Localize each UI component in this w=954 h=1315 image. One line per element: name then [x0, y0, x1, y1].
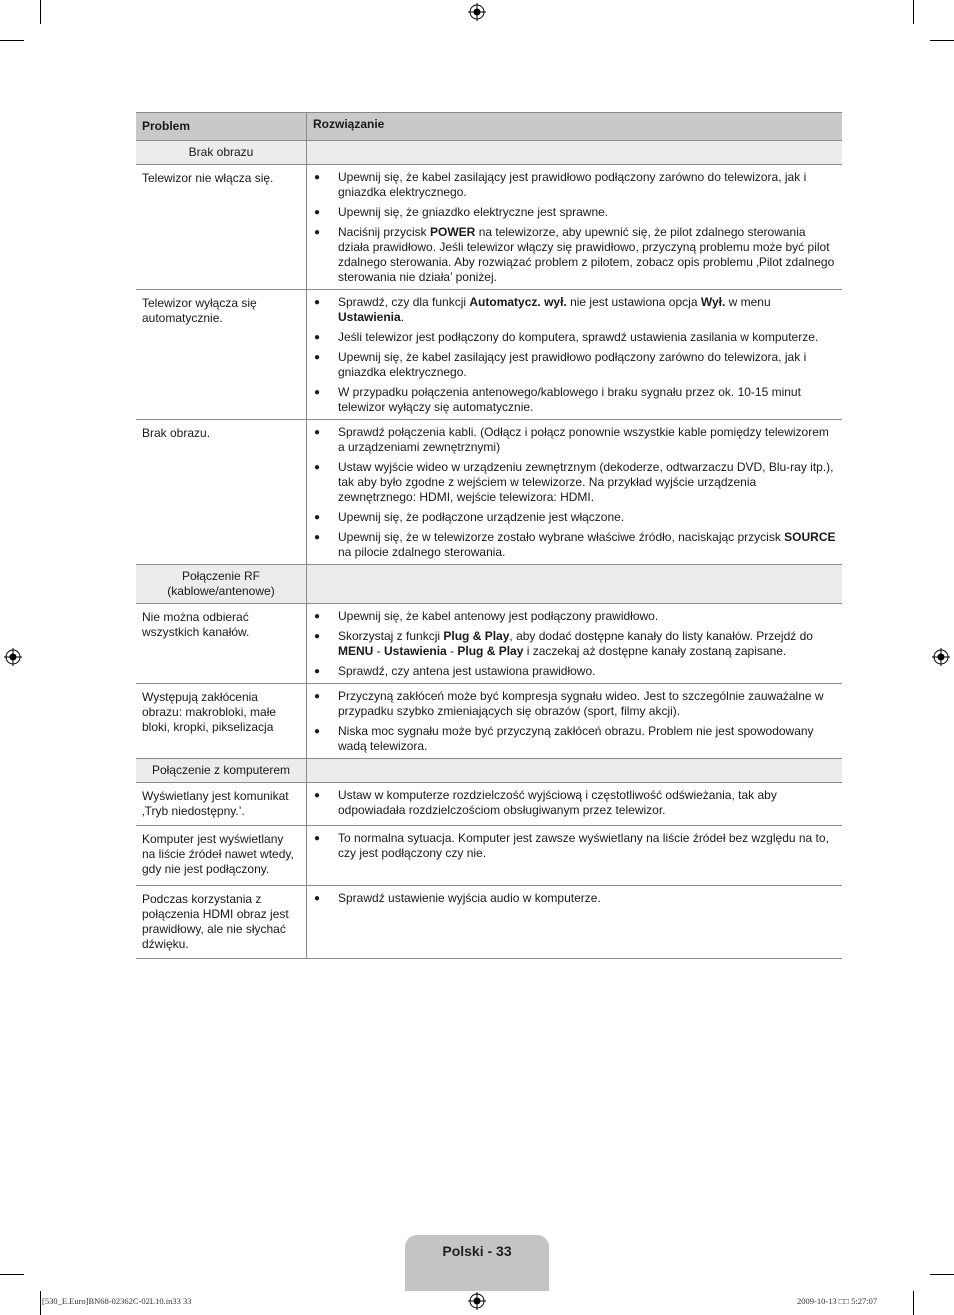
solution-text: Upewnij się, że w telewizorze zostało wybrane właściwe źródło, naciskając przycisk [338, 530, 785, 544]
solution-text: na telewizorze, aby upewnić się, że pilot zdalnego sterowania działa prawidłowo. Jeśli telewizor włączy się prawidłowo, przyczyną problemu może być pilot zdalnego sterowania. Aby rozwiązać problem z pilotem, zobacz opis problemu ‚Pilot zdalnego sterowania nie działa’ poniżej. [338, 225, 835, 284]
solution-item [313, 350, 836, 380]
registration-mark-icon [932, 648, 950, 666]
bullet-icon: ● [314, 387, 321, 398]
crop-mark [40, 1291, 41, 1315]
solution-text: Jeśli telewizor jest podłączony do komputera, sprawdź ustawienia zasilania w komputerze. [338, 330, 819, 344]
solution-text: , aby dodać dostępne kanały do listy kanałów. Przejdź do [509, 629, 813, 643]
solution-emphasis: Wył. [700, 295, 726, 309]
bullet-icon: ● [314, 352, 321, 363]
bullet-icon: ● [314, 207, 321, 218]
solution-emphasis: Ustawienia [338, 310, 401, 324]
crop-mark [0, 40, 24, 41]
section-row [136, 565, 842, 604]
solution-list [313, 609, 836, 679]
solution-item [313, 205, 836, 220]
solution-item [313, 664, 836, 679]
table-row [136, 165, 842, 290]
section-row [136, 141, 842, 165]
section-blank-cell [307, 565, 843, 604]
crop-mark [930, 1274, 954, 1275]
solution-item [313, 629, 836, 659]
solution-text: W przypadku połączenia antenowego/kablowego i braku sygnału przez ok. 10-15 minut telewizor wyłączy się automatycznie. [338, 385, 801, 414]
solution-text: - [373, 644, 385, 658]
table-row [136, 290, 842, 420]
solution-emphasis: Automatycz. wył. [469, 295, 567, 309]
problem-cell: Występują zakłócenia obrazu: makrobloki, małe bloki, kropki, pikselizacja [136, 684, 307, 759]
solution-text: - [446, 644, 458, 658]
bullet-icon: ● [314, 790, 321, 801]
solution-item [313, 510, 836, 525]
table-header-row [136, 113, 842, 141]
solution-text: nie jest ustawiona opcja [566, 295, 701, 309]
registration-mark-icon [468, 3, 486, 21]
solution-text: . [400, 310, 405, 324]
troubleshooting-table [136, 112, 842, 959]
bullet-icon: ● [314, 666, 321, 677]
problem-cell: Komputer jest wyświetlany na liście źródeł nawet wtedy, gdy nie jest podłączony. [136, 826, 307, 886]
solution-item [313, 295, 836, 325]
section-title: Połączenie RF (kablowe/antenowe) [136, 565, 307, 604]
problem-cell: Telewizor wyłącza się automatycznie. [136, 290, 307, 420]
solution-list [313, 170, 836, 285]
solution-item [313, 225, 836, 285]
solution-item [313, 530, 836, 560]
table-row [136, 783, 842, 826]
column-header-problem: Problem [136, 113, 307, 141]
bullet-icon: ● [314, 893, 321, 904]
solution-list [313, 295, 836, 415]
solution-item [313, 689, 836, 719]
solution-list [313, 831, 836, 861]
bullet-icon: ● [314, 512, 321, 523]
section-row [136, 759, 842, 783]
section-blank-cell [307, 759, 843, 783]
solution-text: Ustaw wyjście wideo w urządzeniu zewnętrznym (dekoderze, odtwarzaczu DVD, Blu-ray itp.), tak aby było zgodne z wejściem w telewizorze. Na przykład wyjście urządzenia zewnętrznego: HDMI, wejście telewizora: HDMI. [338, 460, 834, 504]
solution-cell [307, 783, 843, 826]
solution-emphasis: MENU [338, 644, 374, 658]
solution-item [313, 385, 836, 415]
solution-text: Naciśnij przycisk [338, 225, 431, 239]
solution-item [313, 609, 836, 624]
solution-cell [307, 886, 843, 959]
solution-text: Sprawdź, czy dla funkcji [338, 295, 470, 309]
solution-text: Sprawdź połączenia kabli. (Odłącz i połącz ponownie wszystkie kable pomiędzy telewizorem a urządzeniami zewnętrznymi) [338, 425, 829, 454]
solution-emphasis: Plug & Play [457, 644, 524, 658]
solution-cell [307, 826, 843, 886]
bullet-icon: ● [314, 726, 321, 737]
bullet-icon: ● [314, 427, 321, 438]
crop-mark [40, 0, 41, 24]
solution-emphasis: SOURCE [784, 530, 836, 544]
crop-mark [930, 40, 954, 41]
solution-text: Ustaw w komputerze rozdzielczość wyjściową i częstotliwość odświeżania, tak aby odpowiadała rozdzielczościom obsługiwanym przez telewizor. [338, 788, 777, 817]
solution-emphasis: Plug & Play [443, 629, 510, 643]
problem-cell: Telewizor nie włącza się. [136, 165, 307, 290]
solution-text: Niska moc sygnału może być przyczyną zakłóceń obrazu. Problem nie jest spowodowany wadą telewizora. [338, 724, 814, 753]
table-row [136, 684, 842, 759]
solution-item [313, 788, 836, 818]
crop-mark [913, 1291, 914, 1315]
solution-item [313, 891, 836, 906]
table-row [136, 604, 842, 684]
solution-text: Sprawdź, czy antena jest ustawiona prawidłowo. [338, 664, 596, 678]
solution-list [313, 788, 836, 818]
solution-cell [307, 684, 843, 759]
solution-list [313, 425, 836, 560]
solution-cell [307, 290, 843, 420]
bullet-icon: ● [314, 332, 321, 343]
solution-item [313, 170, 836, 200]
crop-mark [0, 1274, 24, 1275]
registration-mark-icon [4, 648, 22, 666]
bullet-icon: ● [314, 691, 321, 702]
solution-text: Skorzystaj z funkcji [338, 629, 444, 643]
bullet-icon: ● [314, 172, 321, 183]
section-title: Brak obrazu [136, 141, 307, 165]
solution-text: Upewnij się, że kabel zasilający jest prawidłowo podłączony zarówno do telewizora, jak i gniazdka elektrycznego. [338, 170, 807, 199]
crop-mark [913, 0, 914, 24]
print-timestamp: 2009-10-13 □□ 5:27:07 [797, 1296, 878, 1306]
table-row [136, 886, 842, 959]
bullet-icon: ● [314, 462, 321, 473]
solution-emphasis: Ustawienia [384, 644, 447, 658]
solution-cell [307, 165, 843, 290]
solution-cell [307, 604, 843, 684]
solution-text: na pilocie zdalnego sterowania. [338, 545, 506, 559]
solution-item [313, 425, 836, 455]
problem-cell: Brak obrazu. [136, 420, 307, 565]
solution-text: Upewnij się, że gniazdko elektryczne jest sprawne. [338, 205, 609, 219]
solution-item [313, 460, 836, 505]
table-body [136, 141, 842, 959]
bullet-icon: ● [314, 532, 321, 543]
solution-item [313, 330, 836, 345]
table-row [136, 826, 842, 886]
bullet-icon: ● [314, 227, 321, 238]
problem-cell: Podczas korzystania z połączenia HDMI obraz jest prawidłowy, ale nie słychać dźwięku. [136, 886, 307, 959]
bullet-icon: ● [314, 611, 321, 622]
solution-text: To normalna sytuacja. Komputer jest zawsze wyświetlany na liście źródeł bez względu na to, czy jest podłączony czy nie. [338, 831, 829, 860]
page-number-label: Polski - 33 [442, 1243, 512, 1259]
solution-text: Upewnij się, że podłączone urządzenie jest włączone. [338, 510, 625, 524]
page-number-tab [405, 1235, 549, 1291]
bullet-icon: ● [314, 631, 321, 642]
solution-item [313, 831, 836, 861]
solution-text: Przyczyną zakłóceń może być kompresja sygnału wideo. Jest to szczególnie zauważalne w przypadku szybko zmieniających się obrazów (sport, filmy akcji). [338, 689, 824, 718]
bullet-icon: ● [314, 833, 321, 844]
solution-text: Upewnij się, że kabel antenowy jest podłączony prawidłowo. [338, 609, 659, 623]
solution-cell [307, 420, 843, 565]
problem-cell: Wyświetlany jest komunikat ‚Tryb niedostępny.’. [136, 783, 307, 826]
solution-item [313, 724, 836, 754]
registration-mark-icon [468, 1292, 486, 1310]
bullet-icon: ● [314, 297, 321, 308]
table-row [136, 420, 842, 565]
section-title: Połączenie z komputerem [136, 759, 307, 783]
column-header-solution: Rozwiązanie [307, 113, 843, 141]
solution-list [313, 689, 836, 754]
solution-text: Upewnij się, że kabel zasilający jest prawidłowo podłączony zarówno do telewizora, jak i gniazdka elektrycznego. [338, 350, 807, 379]
solution-emphasis: POWER [430, 225, 476, 239]
section-blank-cell [307, 141, 843, 165]
solution-text: w menu [725, 295, 771, 309]
solution-text: Sprawdź ustawienie wyjścia audio w komputerze. [338, 891, 601, 905]
problem-cell: Nie można odbierać wszystkich kanałów. [136, 604, 307, 684]
file-info: [530_E.Euro]BN68-02362C-02L10.in33 33 [42, 1296, 192, 1306]
solution-list [313, 891, 836, 906]
solution-text: i zaczekaj aż dostępne kanały zostaną zapisane. [523, 644, 787, 658]
